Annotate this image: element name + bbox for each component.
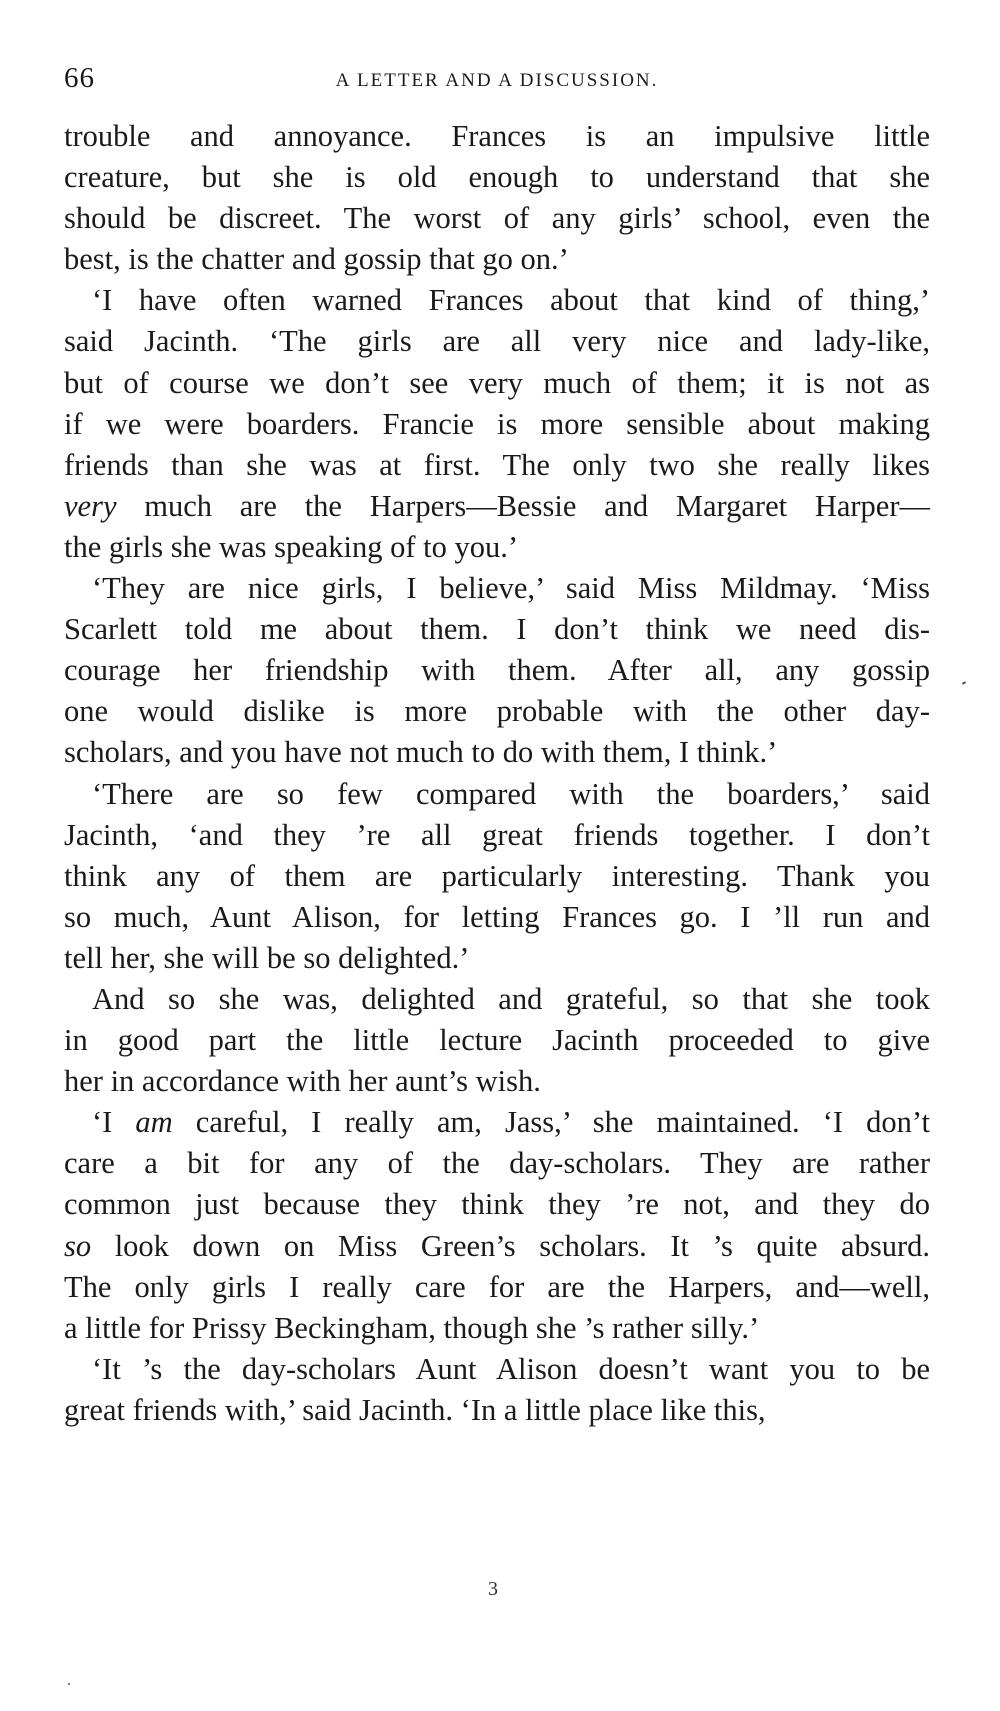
- text-line: friends than she was at first. The only two she really likes: [64, 447, 930, 482]
- text-line: one would dislike is more probable with the other day-: [64, 694, 930, 729]
- text-line: her in accordance with her aunt’s wish.: [64, 1064, 541, 1099]
- text-line: care a bit for any of the day-scholars. They are rather: [64, 1146, 930, 1181]
- text-line: trouble and annoyance. Frances is an impulsive little: [64, 119, 930, 153]
- text-line: if we were boarders. Francie is more sensible about making: [64, 406, 930, 441]
- body-text: [64, 116, 930, 1431]
- text-line: said Jacinth. ‘The girls are all very nice and lady-like,: [64, 324, 930, 359]
- text-line: ‘I have often warned Frances about that kind of thing,’: [92, 283, 930, 318]
- page-number: 66: [64, 62, 95, 94]
- text-line: tell her, she will be so delighted.’: [64, 940, 470, 975]
- text-line: creature, but she is old enough to understand that she: [64, 160, 930, 195]
- paragraph: [64, 1349, 930, 1431]
- paragraph: [64, 1102, 930, 1349]
- text-line: Jacinth, ‘and they ’re all great friends together. I don’t: [64, 817, 930, 852]
- text-line: in good part the little lecture Jacinth proceeded to give: [64, 1023, 930, 1058]
- text-line: courage her friendship with them. After all, any gossip: [64, 653, 930, 688]
- paragraph: [64, 979, 930, 1102]
- page-header: [64, 62, 930, 102]
- text-line: And so she was, delighted and grateful, so that she took: [92, 981, 930, 1016]
- text-line: Scarlett told me about them. I don’t think we need dis-: [64, 612, 930, 647]
- text-line: ‘It ’s the day-scholars Aunt Alison doesn’t want you to be: [92, 1351, 930, 1386]
- text-line: The only girls I really care for are the Harpers, and—well,: [64, 1269, 930, 1304]
- ink-speck: [68, 1683, 70, 1685]
- text-line: best, is the chatter and gossip that go on.’: [64, 242, 569, 277]
- paragraph: [64, 774, 930, 979]
- text-line: but of course we don’t see very much of them; it is not as: [64, 365, 930, 400]
- paragraph: [64, 116, 930, 280]
- text-line: ‘They are nice girls, I believe,’ said Miss Mildmay. ‘Miss: [92, 571, 930, 606]
- text-line: should be discreet. The worst of any girls’ school, even the: [64, 201, 930, 236]
- paragraph: [64, 568, 930, 773]
- text-line: ‘There are so few compared with the boarders,’ said: [92, 776, 930, 811]
- text-line: common just because they think they ’re not, and they do: [64, 1187, 930, 1222]
- running-head: A LETTER AND A DISCUSSION.: [335, 70, 659, 91]
- text-line: very much are the Harpers—Bessie and Margaret Harper—: [64, 488, 930, 523]
- text-line: so look down on Miss Green’s scholars. It ’s quite absurd.: [64, 1228, 930, 1263]
- text-line: great friends with,’ said Jacinth. ‘In a little place like this,: [64, 1392, 766, 1427]
- text-line: so much, Aunt Alison, for letting Frances go. I ’ll run and: [64, 899, 930, 934]
- ink-speck: [962, 681, 966, 685]
- text-line: ‘I am careful, I really am, Jass,’ she maintained. ‘I don’t: [92, 1105, 930, 1140]
- text-line: scholars, and you have not much to do with them, I think.’: [64, 735, 778, 770]
- signature-mark: 3: [488, 1578, 498, 1600]
- paragraph: [64, 280, 930, 568]
- text-line: the girls she was speaking of to you.’: [64, 529, 519, 564]
- text-line: think any of them are particularly interesting. Thank you: [64, 858, 930, 893]
- text-line: a little for Prissy Beckingham, though she ’s rather silly.’: [64, 1310, 760, 1345]
